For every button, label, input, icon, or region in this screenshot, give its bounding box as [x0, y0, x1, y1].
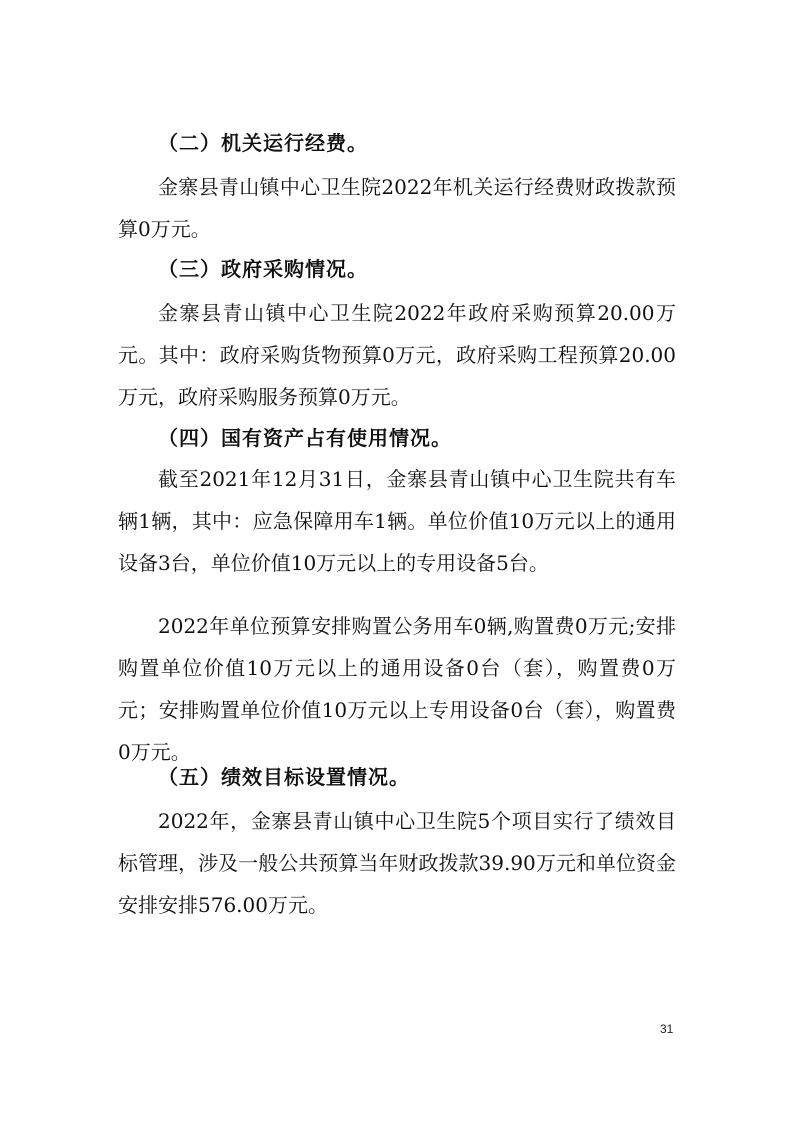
heading-operating-expenses: （二）机关运行经费。	[158, 131, 368, 155]
page-number: 31	[660, 1022, 674, 1036]
heading-state-assets: （四）国有资产占有使用情况。	[158, 426, 452, 450]
heading-government-procurement: （三）政府采购情况。	[158, 257, 368, 281]
paragraph-government-procurement: 金寨县青山镇中心卫生院2022年政府采购预算20.00万元。其中：政府采购货物预算0万元，政府采购工程预算20.00万元，政府采购服务预算0万元。	[118, 301, 676, 409]
paragraph-state-assets: 截至2021年12月31日，金寨县青山镇中心卫生院共有车辆1辆，其中：应急保障用车1辆。单位价值10万元以上的通用设备3台，单位价值10万元以上的专用设备5台。	[118, 467, 676, 575]
paragraph-purchase-plan: 2022年单位预算安排购置公务用车0辆,购置费0万元;安排购置单位价值10万元以上的通用设备0台（套），购置费0万元；安排购置单位价值10万元以上专用设备0台（套），购置费0万元。	[118, 614, 676, 764]
heading-performance-targets: （五）绩效目标设置情况。	[158, 765, 410, 789]
paragraph-operating-expenses: 金寨县青山镇中心卫生院2022年机关运行经费财政拨款预算0万元。	[118, 175, 676, 241]
paragraph-performance-targets: 2022年，金寨县青山镇中心卫生院5个项目实行了绩效目标管理，涉及一般公共预算当年财政拨款39.90万元和单位资金安排安排576.00万元。	[118, 809, 676, 917]
